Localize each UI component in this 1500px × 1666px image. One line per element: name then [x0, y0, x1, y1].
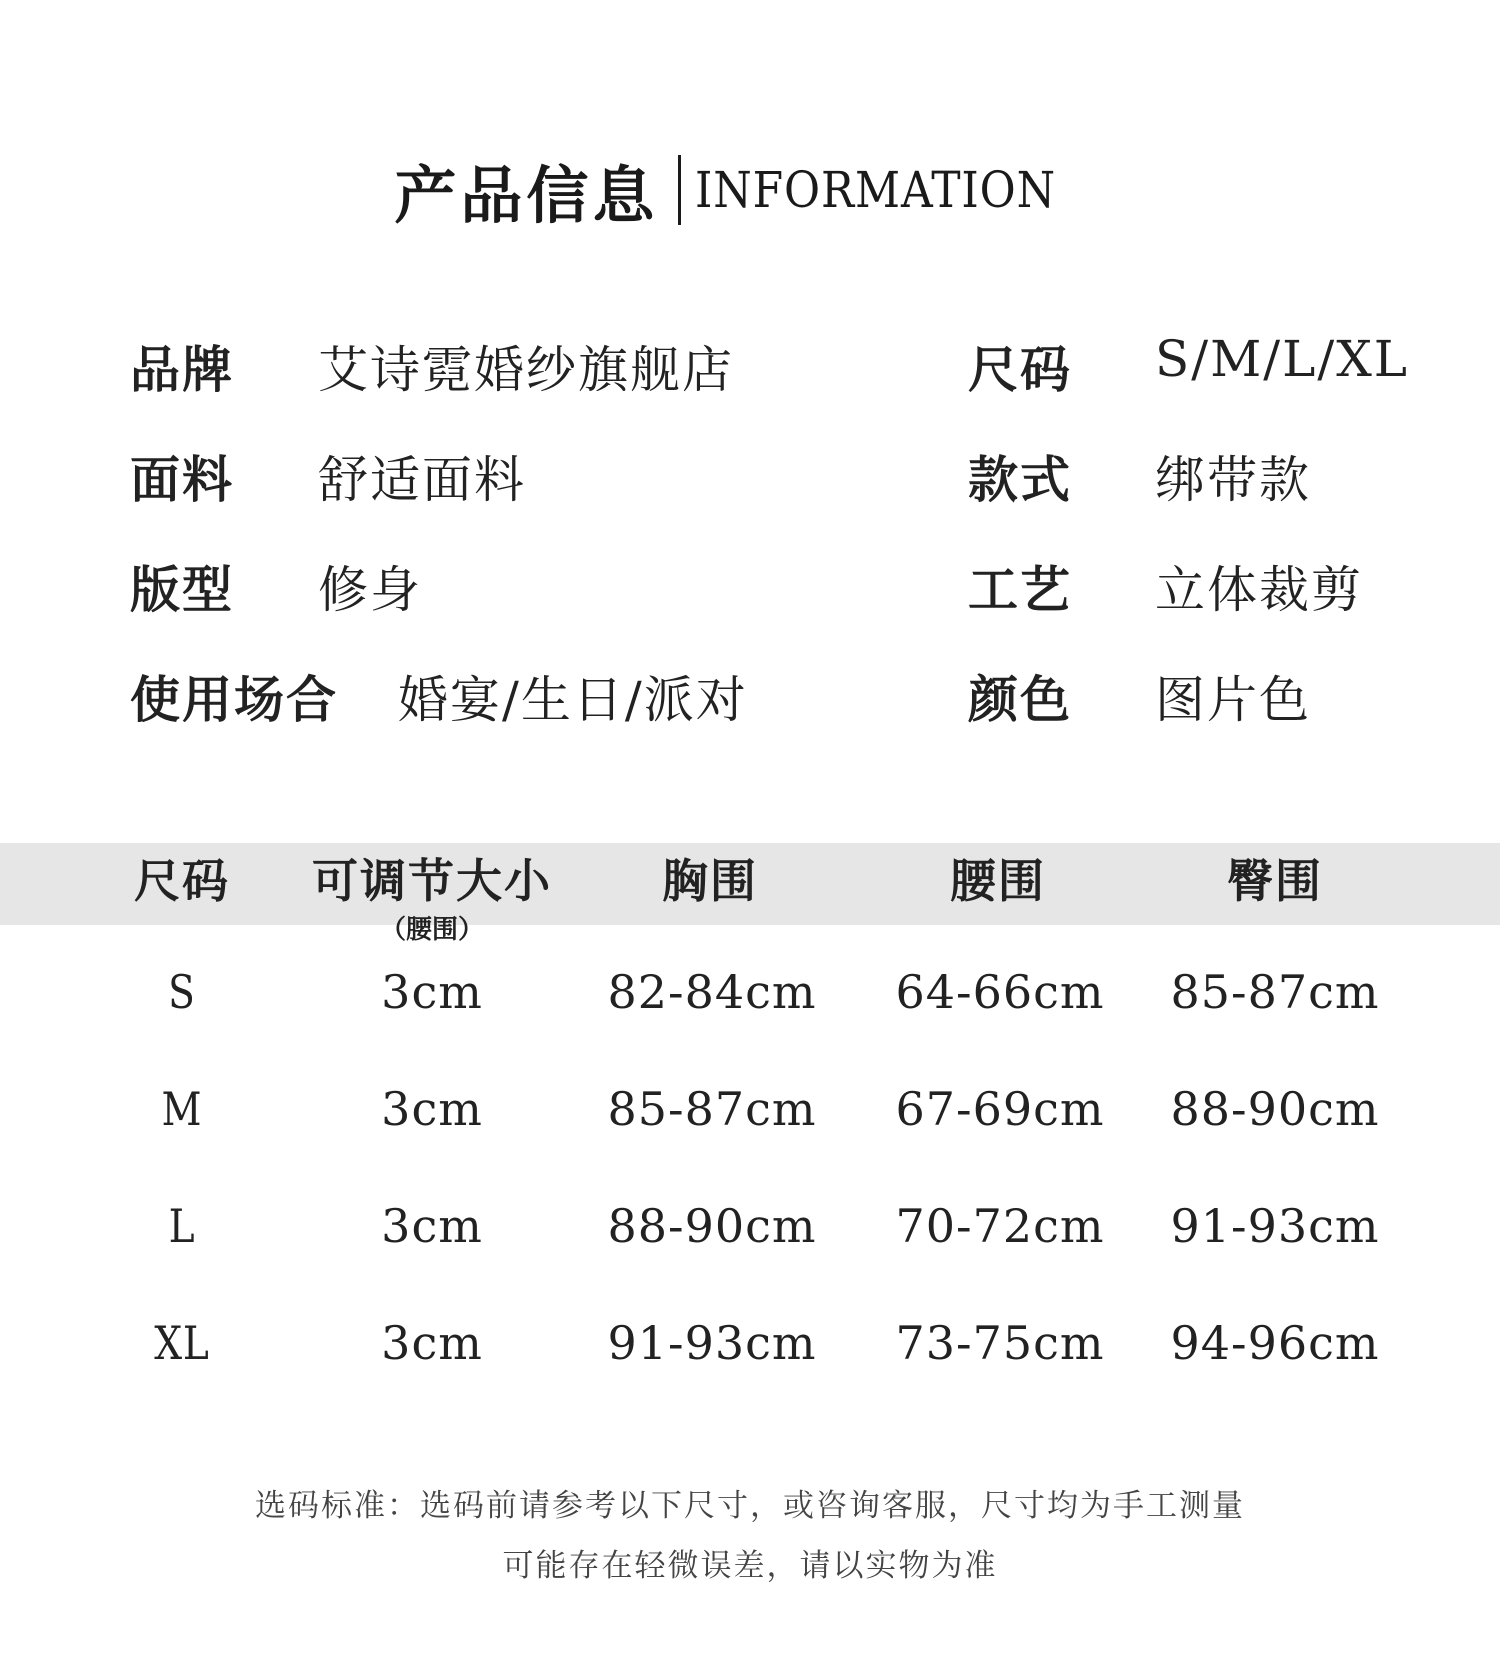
cell-size: M	[161, 1082, 203, 1136]
size-label: 尺码	[968, 341, 1072, 399]
page-header	[0, 150, 1500, 230]
fabric-value: 舒适面料	[318, 451, 526, 509]
product-info-grid	[130, 330, 1409, 770]
cell-hip: 88-90cm	[1170, 1082, 1380, 1136]
table-row	[0, 965, 1500, 1025]
header-waist: 腰围	[950, 854, 1046, 908]
cell-chest: 91-93cm	[607, 1316, 817, 1370]
cell-size: S	[168, 965, 196, 1019]
cell-waist: 64-66cm	[895, 965, 1105, 1019]
cell-waist: 67-69cm	[895, 1082, 1105, 1136]
craft-value: 立体裁剪	[1155, 561, 1363, 619]
cell-adjustable: 3cm	[381, 965, 483, 1019]
occasion-label: 使用场合	[130, 671, 338, 729]
cell-adjustable: 3cm	[381, 1316, 483, 1370]
header-adjustable-sub: （腰围）	[379, 915, 485, 945]
table-row	[0, 1199, 1500, 1259]
brand-value: 艾诗霓婚纱旗舰店	[318, 341, 734, 399]
cell-hip: 85-87cm	[1170, 965, 1380, 1019]
cell-adjustable: 3cm	[381, 1199, 483, 1253]
brand-label: 品牌	[130, 341, 234, 399]
size-table-header	[0, 843, 1500, 925]
header-chest: 胸围	[662, 854, 758, 908]
color-label: 颜色	[968, 671, 1072, 729]
cell-hip: 91-93cm	[1170, 1199, 1380, 1253]
cell-size: L	[168, 1199, 196, 1253]
cell-chest: 85-87cm	[607, 1082, 817, 1136]
info-row	[130, 330, 1409, 440]
style-value: 绑带款	[1155, 451, 1311, 509]
info-row	[130, 550, 1390, 660]
occasion-value: 婚宴/生日/派对	[398, 671, 748, 729]
cell-chest: 82-84cm	[607, 965, 817, 1019]
page-title-en: INFORMATION	[695, 161, 1057, 219]
cell-chest: 88-90cm	[607, 1199, 817, 1253]
table-row	[0, 1316, 1500, 1376]
header-adjustable: 可调节大小	[312, 854, 552, 908]
cell-size: XL	[154, 1316, 210, 1370]
fabric-label: 面料	[130, 451, 234, 509]
cell-adjustable: 3cm	[381, 1082, 483, 1136]
fit-value: 修身	[318, 561, 422, 619]
craft-label: 工艺	[968, 561, 1072, 619]
info-row	[130, 660, 1390, 770]
header-hip: 臀围	[1227, 854, 1323, 908]
table-row	[0, 1082, 1500, 1142]
fit-label: 版型	[130, 561, 234, 619]
title-divider	[678, 155, 681, 225]
color-value: 图片色	[1155, 671, 1311, 729]
cell-waist: 73-75cm	[895, 1316, 1105, 1370]
page-title-cn: 产品信息	[394, 158, 659, 232]
style-label: 款式	[968, 451, 1072, 509]
size-value: S/M/L/XL	[1155, 330, 1409, 388]
info-row	[130, 440, 1390, 550]
cell-hip: 94-96cm	[1170, 1316, 1380, 1370]
header-size: 尺码	[134, 854, 230, 908]
sizing-note-line2: 可能存在轻微误差，请以实物为准	[502, 1548, 998, 1584]
cell-waist: 70-72cm	[895, 1199, 1105, 1253]
sizing-note-line1: 选码标准：选码前请参考以下尺寸，或咨询客服，尺寸均为手工测量	[255, 1488, 1245, 1524]
